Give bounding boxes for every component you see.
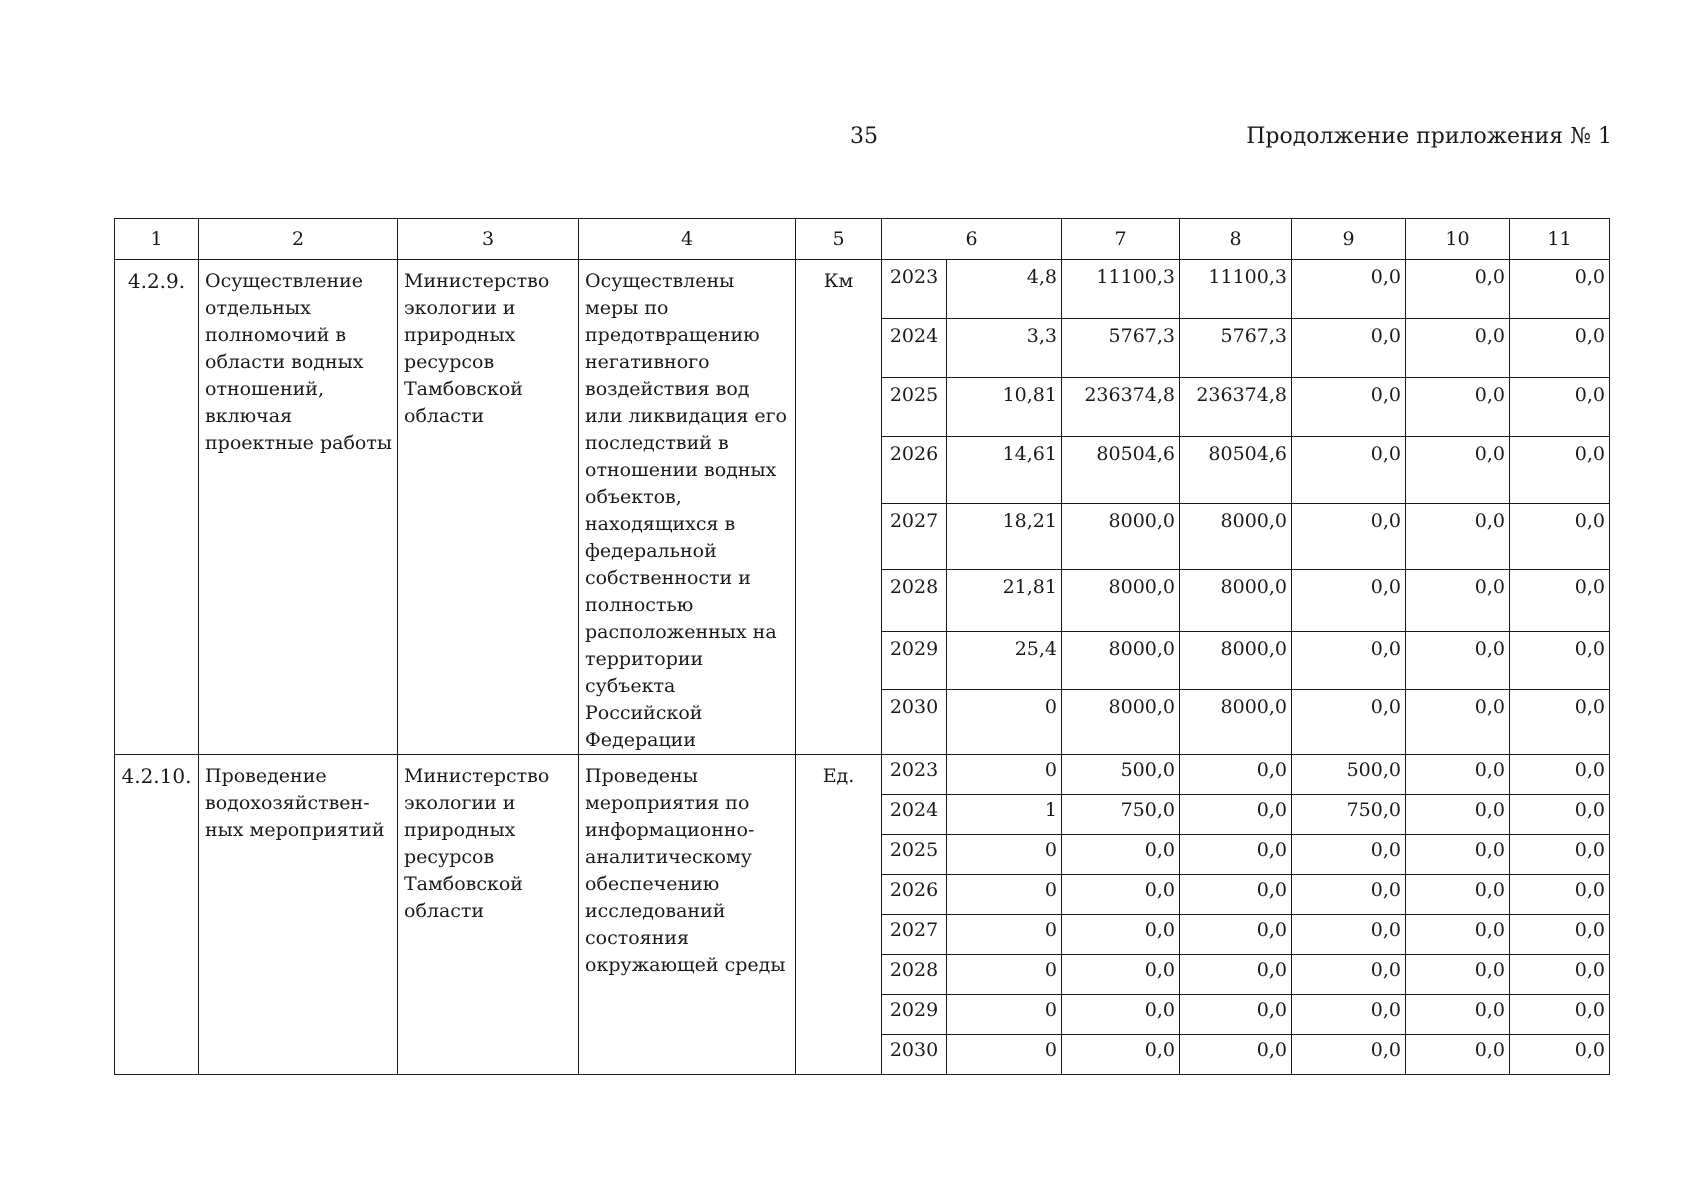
local-funding: 0,0	[1406, 955, 1510, 995]
executor-name: Министерство экологии и природных ресурсов Тамбовской области	[398, 260, 579, 755]
indicator-value: 0	[947, 755, 1062, 795]
event-name: Осуществление отдельных полномочий в области водных отношений, включая проектные работы	[199, 260, 398, 755]
regional-funding: 0,0	[1292, 631, 1406, 689]
local-funding: 0,0	[1406, 569, 1510, 631]
appendix-note: Продолжение приложения № 1	[1246, 124, 1612, 149]
total-funding: 8000,0	[1062, 689, 1180, 754]
extra-funding: 0,0	[1510, 689, 1610, 754]
federal-funding: 8000,0	[1180, 504, 1292, 569]
regional-funding: 0,0	[1292, 319, 1406, 378]
total-funding: 5767,3	[1062, 319, 1180, 378]
extra-funding: 0,0	[1510, 755, 1610, 795]
extra-funding: 0,0	[1510, 995, 1610, 1035]
column-header: 9	[1292, 219, 1406, 260]
total-funding: 0,0	[1062, 995, 1180, 1035]
table-row	[115, 260, 1610, 319]
column-header: 4	[579, 219, 796, 260]
indicator-value: 0	[947, 915, 1062, 955]
year-cell: 2029	[882, 631, 947, 689]
year-cell: 2027	[882, 504, 947, 569]
total-funding: 0,0	[1062, 1035, 1180, 1075]
result-description: Осуществлены меры по предотвращению негативного воздействия вод или ликвидация его последствий в отношении водных объектов, находящихся в федеральной собственности и полностью расположенных на территории субъекта Российской Федерации	[579, 260, 796, 755]
regional-funding: 0,0	[1292, 915, 1406, 955]
local-funding: 0,0	[1406, 915, 1510, 955]
total-funding: 0,0	[1062, 875, 1180, 915]
year-cell: 2024	[882, 795, 947, 835]
indicator-value: 0	[947, 995, 1062, 1035]
column-header: 7	[1062, 219, 1180, 260]
federal-funding: 80504,6	[1180, 437, 1292, 504]
local-funding: 0,0	[1406, 260, 1510, 319]
unit-of-measure: Км	[796, 260, 882, 755]
regional-funding: 0,0	[1292, 1035, 1406, 1075]
federal-funding: 0,0	[1180, 875, 1292, 915]
extra-funding: 0,0	[1510, 260, 1610, 319]
extra-funding: 0,0	[1510, 835, 1610, 875]
regional-funding: 0,0	[1292, 995, 1406, 1035]
extra-funding: 0,0	[1510, 795, 1610, 835]
regional-funding: 750,0	[1292, 795, 1406, 835]
federal-funding: 8000,0	[1180, 689, 1292, 754]
indicator-value: 0	[947, 689, 1062, 754]
local-funding: 0,0	[1406, 689, 1510, 754]
indicator-value: 10,81	[947, 378, 1062, 437]
column-header: 8	[1180, 219, 1292, 260]
total-funding: 11100,3	[1062, 260, 1180, 319]
total-funding: 8000,0	[1062, 569, 1180, 631]
local-funding: 0,0	[1406, 835, 1510, 875]
local-funding: 0,0	[1406, 378, 1510, 437]
federal-funding: 5767,3	[1180, 319, 1292, 378]
regional-funding: 0,0	[1292, 260, 1406, 319]
year-cell: 2028	[882, 955, 947, 995]
federal-funding: 8000,0	[1180, 631, 1292, 689]
regional-funding: 0,0	[1292, 955, 1406, 995]
year-cell: 2025	[882, 378, 947, 437]
extra-funding: 0,0	[1510, 378, 1610, 437]
regional-funding: 500,0	[1292, 755, 1406, 795]
total-funding: 8000,0	[1062, 504, 1180, 569]
column-header: 3	[398, 219, 579, 260]
year-cell: 2026	[882, 437, 947, 504]
row-number: 4.2.10.	[115, 755, 199, 1075]
extra-funding: 0,0	[1510, 875, 1610, 915]
header-row	[115, 219, 1610, 260]
local-funding: 0,0	[1406, 631, 1510, 689]
indicator-value: 0	[947, 875, 1062, 915]
indicator-value: 0	[947, 955, 1062, 995]
regional-funding: 0,0	[1292, 437, 1406, 504]
federal-funding: 0,0	[1180, 795, 1292, 835]
indicator-value: 0	[947, 835, 1062, 875]
total-funding: 8000,0	[1062, 631, 1180, 689]
total-funding: 0,0	[1062, 915, 1180, 955]
page-number: 35	[850, 124, 878, 149]
indicator-value: 14,61	[947, 437, 1062, 504]
indicator-value: 21,81	[947, 569, 1062, 631]
year-cell: 2030	[882, 1035, 947, 1075]
regional-funding: 0,0	[1292, 875, 1406, 915]
regional-funding: 0,0	[1292, 378, 1406, 437]
extra-funding: 0,0	[1510, 569, 1610, 631]
indicator-value: 3,3	[947, 319, 1062, 378]
table-body	[115, 260, 1610, 1075]
local-funding: 0,0	[1406, 995, 1510, 1035]
extra-funding: 0,0	[1510, 955, 1610, 995]
local-funding: 0,0	[1406, 437, 1510, 504]
year-cell: 2027	[882, 915, 947, 955]
year-cell: 2023	[882, 260, 947, 319]
column-header: 6	[882, 219, 1062, 260]
unit-of-measure: Ед.	[796, 755, 882, 1075]
year-cell: 2026	[882, 875, 947, 915]
year-cell: 2029	[882, 995, 947, 1035]
local-funding: 0,0	[1406, 504, 1510, 569]
federal-funding: 0,0	[1180, 955, 1292, 995]
year-cell: 2023	[882, 755, 947, 795]
indicator-value: 18,21	[947, 504, 1062, 569]
federal-funding: 0,0	[1180, 1035, 1292, 1075]
regional-funding: 0,0	[1292, 569, 1406, 631]
total-funding: 750,0	[1062, 795, 1180, 835]
year-cell: 2025	[882, 835, 947, 875]
table-row	[115, 755, 1610, 795]
extra-funding: 0,0	[1510, 631, 1610, 689]
event-name: Проведение водохозяйствен-ных мероприятий	[199, 755, 398, 1075]
local-funding: 0,0	[1406, 875, 1510, 915]
federal-funding: 0,0	[1180, 755, 1292, 795]
total-funding: 500,0	[1062, 755, 1180, 795]
year-cell: 2028	[882, 569, 947, 631]
indicator-value: 4,8	[947, 260, 1062, 319]
row-number: 4.2.9.	[115, 260, 199, 755]
federal-funding: 0,0	[1180, 915, 1292, 955]
column-header: 1	[115, 219, 199, 260]
federal-funding: 8000,0	[1180, 569, 1292, 631]
extra-funding: 0,0	[1510, 319, 1610, 378]
extra-funding: 0,0	[1510, 504, 1610, 569]
year-cell: 2024	[882, 319, 947, 378]
local-funding: 0,0	[1406, 319, 1510, 378]
indicator-value: 1	[947, 795, 1062, 835]
regional-funding: 0,0	[1292, 689, 1406, 754]
federal-funding: 0,0	[1180, 995, 1292, 1035]
total-funding: 80504,6	[1062, 437, 1180, 504]
column-header: 11	[1510, 219, 1610, 260]
total-funding: 236374,8	[1062, 378, 1180, 437]
extra-funding: 0,0	[1510, 915, 1610, 955]
extra-funding: 0,0	[1510, 1035, 1610, 1075]
indicator-value: 25,4	[947, 631, 1062, 689]
total-funding: 0,0	[1062, 955, 1180, 995]
extra-funding: 0,0	[1510, 437, 1610, 504]
indicator-value: 0	[947, 1035, 1062, 1075]
year-cell: 2030	[882, 689, 947, 754]
local-funding: 0,0	[1406, 755, 1510, 795]
column-header: 10	[1406, 219, 1510, 260]
federal-funding: 236374,8	[1180, 378, 1292, 437]
column-header: 5	[796, 219, 882, 260]
column-header: 2	[199, 219, 398, 260]
result-description: Проведены мероприятия по информационно-аналитическому обеспечению исследований состояния окружающей среды	[579, 755, 796, 1075]
program-table	[114, 218, 1610, 1075]
local-funding: 0,0	[1406, 1035, 1510, 1075]
local-funding: 0,0	[1406, 795, 1510, 835]
federal-funding: 0,0	[1180, 835, 1292, 875]
regional-funding: 0,0	[1292, 504, 1406, 569]
regional-funding: 0,0	[1292, 835, 1406, 875]
executor-name: Министерство экологии и природных ресурсов Тамбовской области	[398, 755, 579, 1075]
federal-funding: 11100,3	[1180, 260, 1292, 319]
total-funding: 0,0	[1062, 835, 1180, 875]
